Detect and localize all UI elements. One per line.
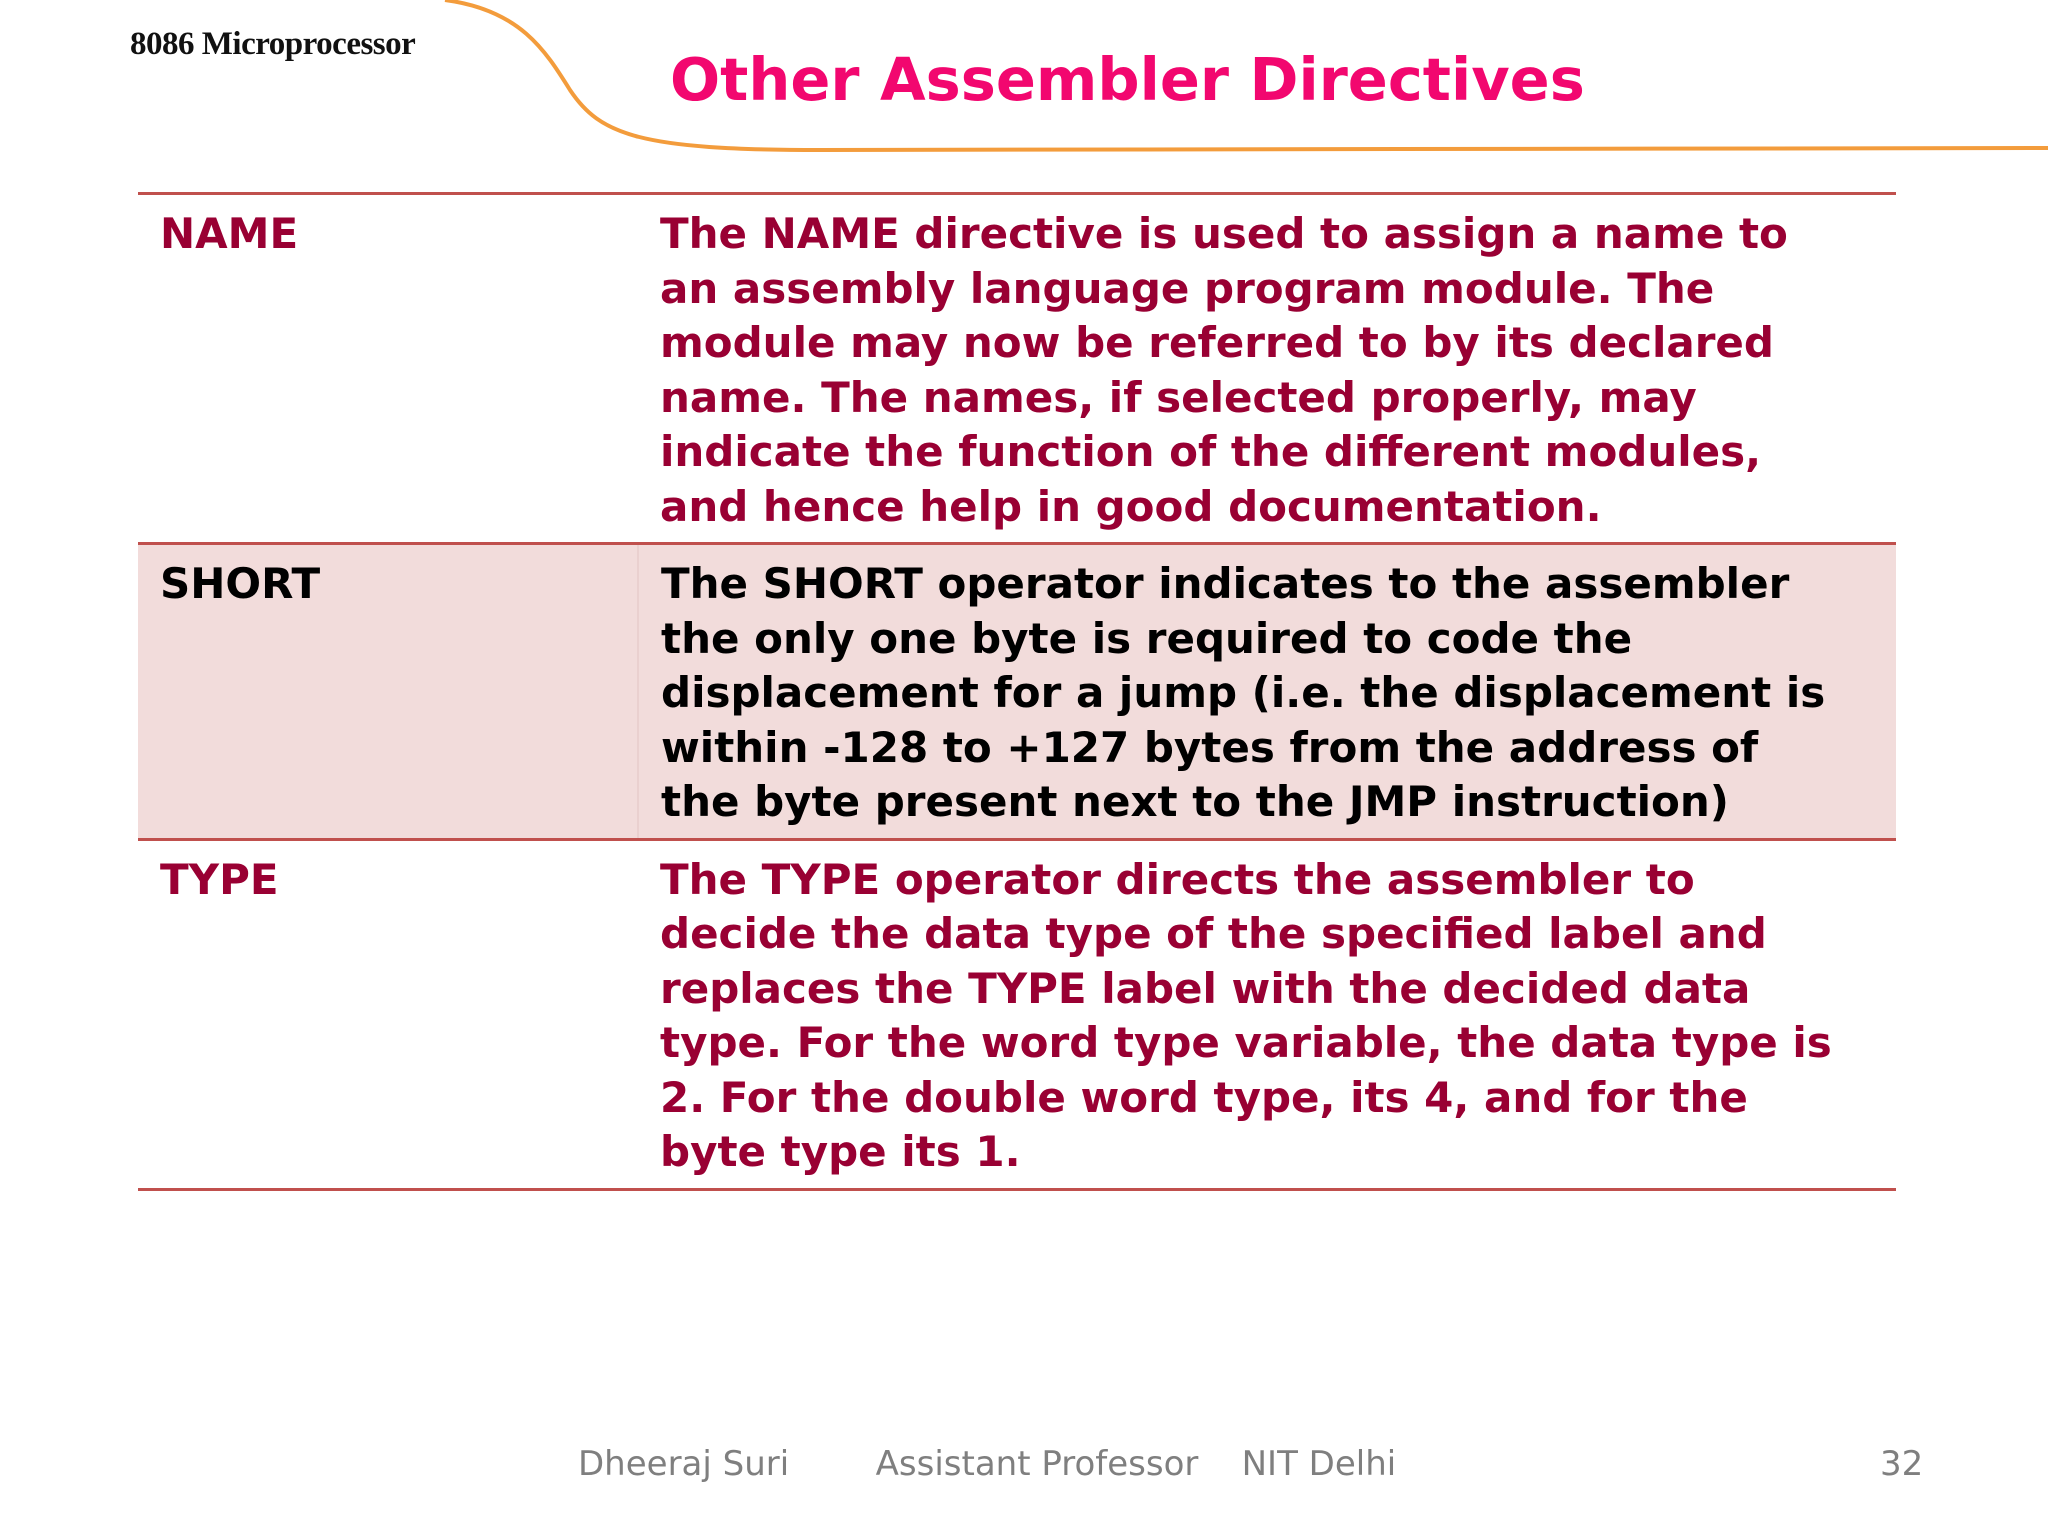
directive-term: SHORT bbox=[138, 544, 638, 840]
description-line: the only one byte is required to code the bbox=[661, 613, 1633, 663]
directive-description bbox=[638, 839, 1896, 1189]
description-line: 2. For the double word type, its 4, and for the bbox=[660, 1072, 1748, 1122]
description-line: indicate the function of the different modules, bbox=[660, 427, 1762, 476]
directive-description bbox=[638, 194, 1896, 544]
description-line: byte type its 1. bbox=[660, 1127, 1021, 1176]
footer-author: Dheeraj Suri Assistant Professor NIT Delhi bbox=[578, 1444, 1397, 1484]
directives-table bbox=[138, 192, 1896, 1191]
description-line: and hence help in good documentation. bbox=[660, 481, 1602, 531]
table-row-name bbox=[138, 194, 1896, 544]
description-line: The SHORT operator indicates to the assembler bbox=[661, 559, 1790, 608]
directive-term: TYPE bbox=[138, 839, 638, 1189]
course-label: 8086 Microprocessor bbox=[130, 26, 416, 62]
description-line: The NAME directive is used to assign a name to bbox=[660, 209, 1788, 258]
slide-title: Other Assembler Directives bbox=[670, 45, 1585, 114]
table-row-type bbox=[138, 839, 1896, 1189]
description-line: replaces the TYPE label with the decided data bbox=[660, 963, 1751, 1013]
description-line: name. The names, if selected properly, may bbox=[660, 372, 1697, 422]
description-line: type. For the word type variable, the data type is bbox=[660, 1018, 1832, 1067]
directive-term: NAME bbox=[138, 194, 638, 544]
description-line: the byte present next to the JMP instruction) bbox=[661, 777, 1730, 826]
description-line: an assembly language program module. The bbox=[660, 263, 1715, 313]
description-line: module may now be referred to by its declared bbox=[660, 318, 1774, 367]
description-line: displacement for a jump (i.e. the displacement is bbox=[661, 668, 1826, 717]
description-line: The TYPE operator directs the assembler to bbox=[660, 854, 1695, 904]
page-number: 32 bbox=[1880, 1444, 1924, 1484]
description-line: within -128 to +127 bytes from the address of bbox=[661, 722, 1759, 772]
description-line: decide the data type of the specified label and bbox=[660, 909, 1767, 958]
table-row-short bbox=[138, 544, 1896, 840]
directive-description bbox=[638, 544, 1896, 840]
